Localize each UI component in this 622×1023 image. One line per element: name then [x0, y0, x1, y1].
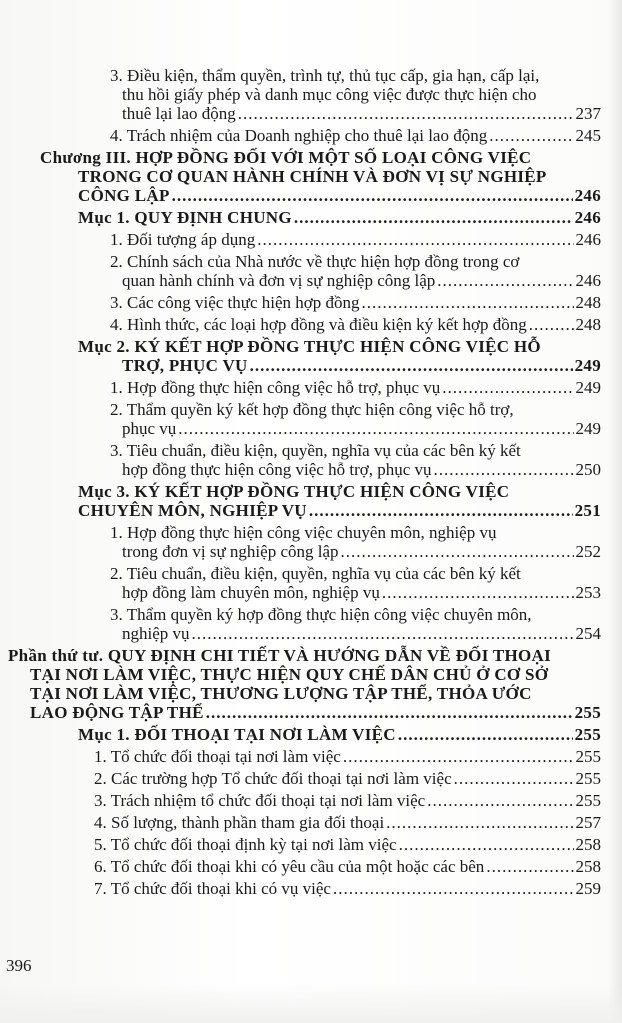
leader-dots: [250, 356, 573, 375]
toc-section-heading[interactable]: [78, 482, 601, 520]
leader-dots: [427, 791, 573, 810]
toc-entry-text: hợp đồng thực hiện công việc hỗ trợ, phục vụ: [122, 460, 432, 479]
leader-dots: [442, 378, 573, 397]
toc-page-number: 255: [574, 703, 601, 722]
toc-entry-text: Mục 3. KÝ KẾT HỢP ĐỒNG THỰC HIỆN CÔNG VIỆC: [78, 482, 510, 501]
toc-page-number: 255: [574, 725, 601, 744]
leader-dots: [341, 542, 574, 561]
toc-entry-text: CHUYÊN MÔN, NGHIỆP VỤ: [78, 501, 307, 520]
toc-entry[interactable]: [110, 126, 601, 145]
toc-entry-text: quan hành chính và đơn vị sự nghiệp công lập: [122, 271, 436, 290]
toc-part-heading[interactable]: [8, 646, 601, 722]
toc-entry-text: Phần thứ tư. QUY ĐỊNH CHI TIẾT VÀ HƯỚNG DẪN VỀ ĐỐI THOẠI: [8, 646, 552, 665]
toc-page-number: 255: [575, 747, 601, 766]
toc-page-number: 249: [574, 356, 601, 375]
toc-page-number: 246: [574, 208, 601, 227]
leader-dots: [489, 126, 573, 145]
toc-entry[interactable]: [110, 378, 601, 397]
toc-entry-text: LAO ĐỘNG TẬP THỂ: [30, 703, 204, 722]
toc-entry[interactable]: [110, 605, 601, 643]
toc-entry-text: trong đơn vị sự nghiệp công lập: [122, 542, 339, 561]
toc-entry-text: 1. Hợp đồng thực hiện công việc chuyên môn, nghiệp vụ: [110, 523, 497, 542]
toc-entry[interactable]: [110, 564, 601, 602]
toc-page-number: 257: [575, 813, 601, 832]
toc-entry-text: 3. Điều kiện, thẩm quyền, trình tự, thủ tục cấp, gia hạn, cấp lại,: [110, 66, 540, 85]
page-edge-shadow: [608, 0, 622, 1023]
toc-entry-text: thuê lại lao động: [122, 104, 236, 123]
toc-entry-text: TẠI NƠI LÀM VIỆC, THƯƠNG LƯỢNG TẬP THỂ, THỎA ƯỚC: [30, 684, 532, 703]
toc-page-number: 246: [574, 186, 601, 205]
toc-entry[interactable]: [94, 769, 601, 788]
toc-entry-text: 4. Trách nhiệm của Doanh nghiệp cho thuê lại lao động: [110, 126, 488, 145]
table-of-contents: [0, 66, 622, 901]
toc-entry-text: Mục 1. QUY ĐỊNH CHUNG: [78, 208, 292, 227]
toc-page-number: 251: [574, 501, 601, 520]
toc-entry[interactable]: [110, 315, 601, 334]
toc-entry-text: 2. Các trường hợp Tổ chức đối thoại tại nơi làm việc: [94, 769, 452, 788]
toc-entry[interactable]: [94, 879, 601, 898]
toc-entry-text: 1. Tổ chức đối thoại tại nơi làm việc: [94, 747, 341, 766]
toc-entry-text: CÔNG LẬP: [78, 186, 170, 205]
toc-page-number: 237: [575, 104, 601, 123]
toc-entry[interactable]: [94, 857, 601, 876]
leader-dots: [486, 857, 573, 876]
toc-entry-text: Mục 2. KÝ KẾT HỢP ĐỒNG THỰC HIỆN CÔNG VIỆC HỖ: [78, 337, 541, 356]
toc-entry[interactable]: [94, 791, 601, 810]
leader-dots: [238, 104, 574, 123]
toc-page-number: 258: [575, 835, 601, 854]
toc-entry-text: 5. Tổ chức đối thoại định kỳ tại nơi làm việc: [94, 835, 397, 854]
leader-dots: [386, 813, 573, 832]
toc-entry[interactable]: [110, 400, 601, 438]
toc-entry[interactable]: [94, 835, 601, 854]
leader-dots: [294, 208, 573, 227]
leader-dots: [192, 624, 574, 643]
toc-page-number: 258: [575, 857, 601, 876]
toc-page-number: 249: [575, 378, 601, 397]
toc-entry[interactable]: [110, 523, 601, 561]
toc-entry-text: 2. Chính sách của Nhà nước về thực hiện hợp đồng trong cơ: [110, 252, 520, 271]
leader-dots: [398, 725, 573, 744]
leader-dots: [343, 747, 574, 766]
toc-page-number: 248: [575, 293, 601, 312]
toc-entry-text: 3. Tiêu chuẩn, điều kiện, quyền, nghĩa vụ của các bên ký kết: [110, 441, 521, 460]
leader-dots: [529, 315, 574, 334]
toc-entry-text: 1. Đối tượng áp dụng: [110, 230, 256, 249]
toc-entry[interactable]: [110, 66, 601, 123]
toc-page-number: 254: [575, 624, 601, 643]
toc-entry-text: 3. Trách nhiệm tổ chức đối thoại tại nơi làm việc: [94, 791, 426, 810]
leader-dots: [333, 879, 574, 898]
toc-page-number: 250: [575, 460, 601, 479]
toc-entry-text: Mục 1. ĐỐI THOẠI TẠI NƠI LÀM VIỆC: [78, 725, 396, 744]
toc-entry-text: 3. Thẩm quyền ký hợp đồng thực hiện công việc chuyên môn,: [110, 605, 532, 624]
toc-entry-text: 2. Tiêu chuẩn, điều kiện, quyền, nghĩa vụ của các bên ký kết: [110, 564, 521, 583]
leader-dots: [382, 583, 574, 602]
toc-page-number: 245: [575, 126, 601, 145]
leader-dots: [206, 703, 573, 722]
toc-entry-text: 3. Các công việc thực hiện hợp đồng: [110, 293, 360, 312]
toc-page-number: 253: [575, 583, 601, 602]
toc-chapter-heading[interactable]: [40, 148, 601, 205]
toc-entry[interactable]: [110, 293, 601, 312]
toc-entry-text: TRỢ, PHỤC VỤ: [122, 356, 248, 375]
leader-dots: [362, 293, 574, 312]
leader-dots: [178, 419, 573, 438]
toc-page-number: 249: [575, 419, 601, 438]
leader-dots: [172, 186, 573, 205]
bottom-shadow: [0, 983, 622, 1023]
toc-section-heading[interactable]: [78, 725, 601, 744]
toc-entry[interactable]: [110, 441, 601, 479]
toc-entry-text: 4. Hình thức, các loại hợp đồng và điều kiện ký kết hợp đồng: [110, 315, 527, 334]
toc-entry-text: 4. Số lượng, thành phần tham gia đối thoại: [94, 813, 385, 832]
toc-entry-text: hợp đồng làm chuyên môn, nghiệp vụ: [122, 583, 380, 602]
toc-entry-text: 2. Thẩm quyền ký kết hợp đồng thực hiện công việc hỗ trợ,: [110, 400, 514, 419]
toc-entry[interactable]: [94, 747, 601, 766]
toc-page-number: 246: [575, 271, 601, 290]
leader-dots: [454, 769, 574, 788]
toc-page-number: 246: [575, 230, 601, 249]
toc-page-number: 259: [575, 879, 601, 898]
toc-page-number: 255: [575, 769, 601, 788]
toc-page-number: 252: [575, 542, 601, 561]
leader-dots: [437, 271, 573, 290]
toc-entry-text: 6. Tổ chức đối thoại khi có yêu cầu của một hoặc các bên: [94, 857, 485, 876]
toc-section-heading[interactable]: [78, 337, 601, 375]
toc-entry[interactable]: [110, 230, 601, 249]
toc-page-number: 248: [575, 315, 601, 334]
toc-entry-text: TẠI NƠI LÀM VIỆC, THỰC HIỆN QUY CHẾ DÂN CHỦ Ở CƠ SỞ: [30, 665, 549, 684]
toc-entry-text: Chương III. HỢP ĐỒNG ĐỐI VỚI MỘT SỐ LOẠI CÔNG VIỆC: [40, 148, 532, 167]
toc-entry-text: TRONG CƠ QUAN HÀNH CHÍNH VÀ ĐƠN VỊ SỰ NGHIỆP: [78, 167, 547, 186]
toc-page-number: 255: [575, 791, 601, 810]
leader-dots: [257, 230, 573, 249]
toc-entry-text: 7. Tổ chức đối thoại khi có vụ việc: [94, 879, 331, 898]
toc-entry[interactable]: [110, 252, 601, 290]
toc-entry-text: nghiệp vụ: [122, 624, 190, 643]
leader-dots: [399, 835, 574, 854]
toc-entry[interactable]: [94, 813, 601, 832]
toc-entry-text: phục vụ: [122, 419, 177, 438]
toc-entry-text: thu hồi giấy phép và danh mục công việc được thực hiện cho: [122, 85, 537, 104]
leader-dots: [309, 501, 573, 520]
leader-dots: [434, 460, 574, 479]
page-number: 396: [6, 956, 32, 975]
toc-entry-text: 1. Hợp đồng thực hiện công việc hỗ trợ, phục vụ: [110, 378, 441, 397]
toc-section-heading[interactable]: [78, 208, 601, 227]
